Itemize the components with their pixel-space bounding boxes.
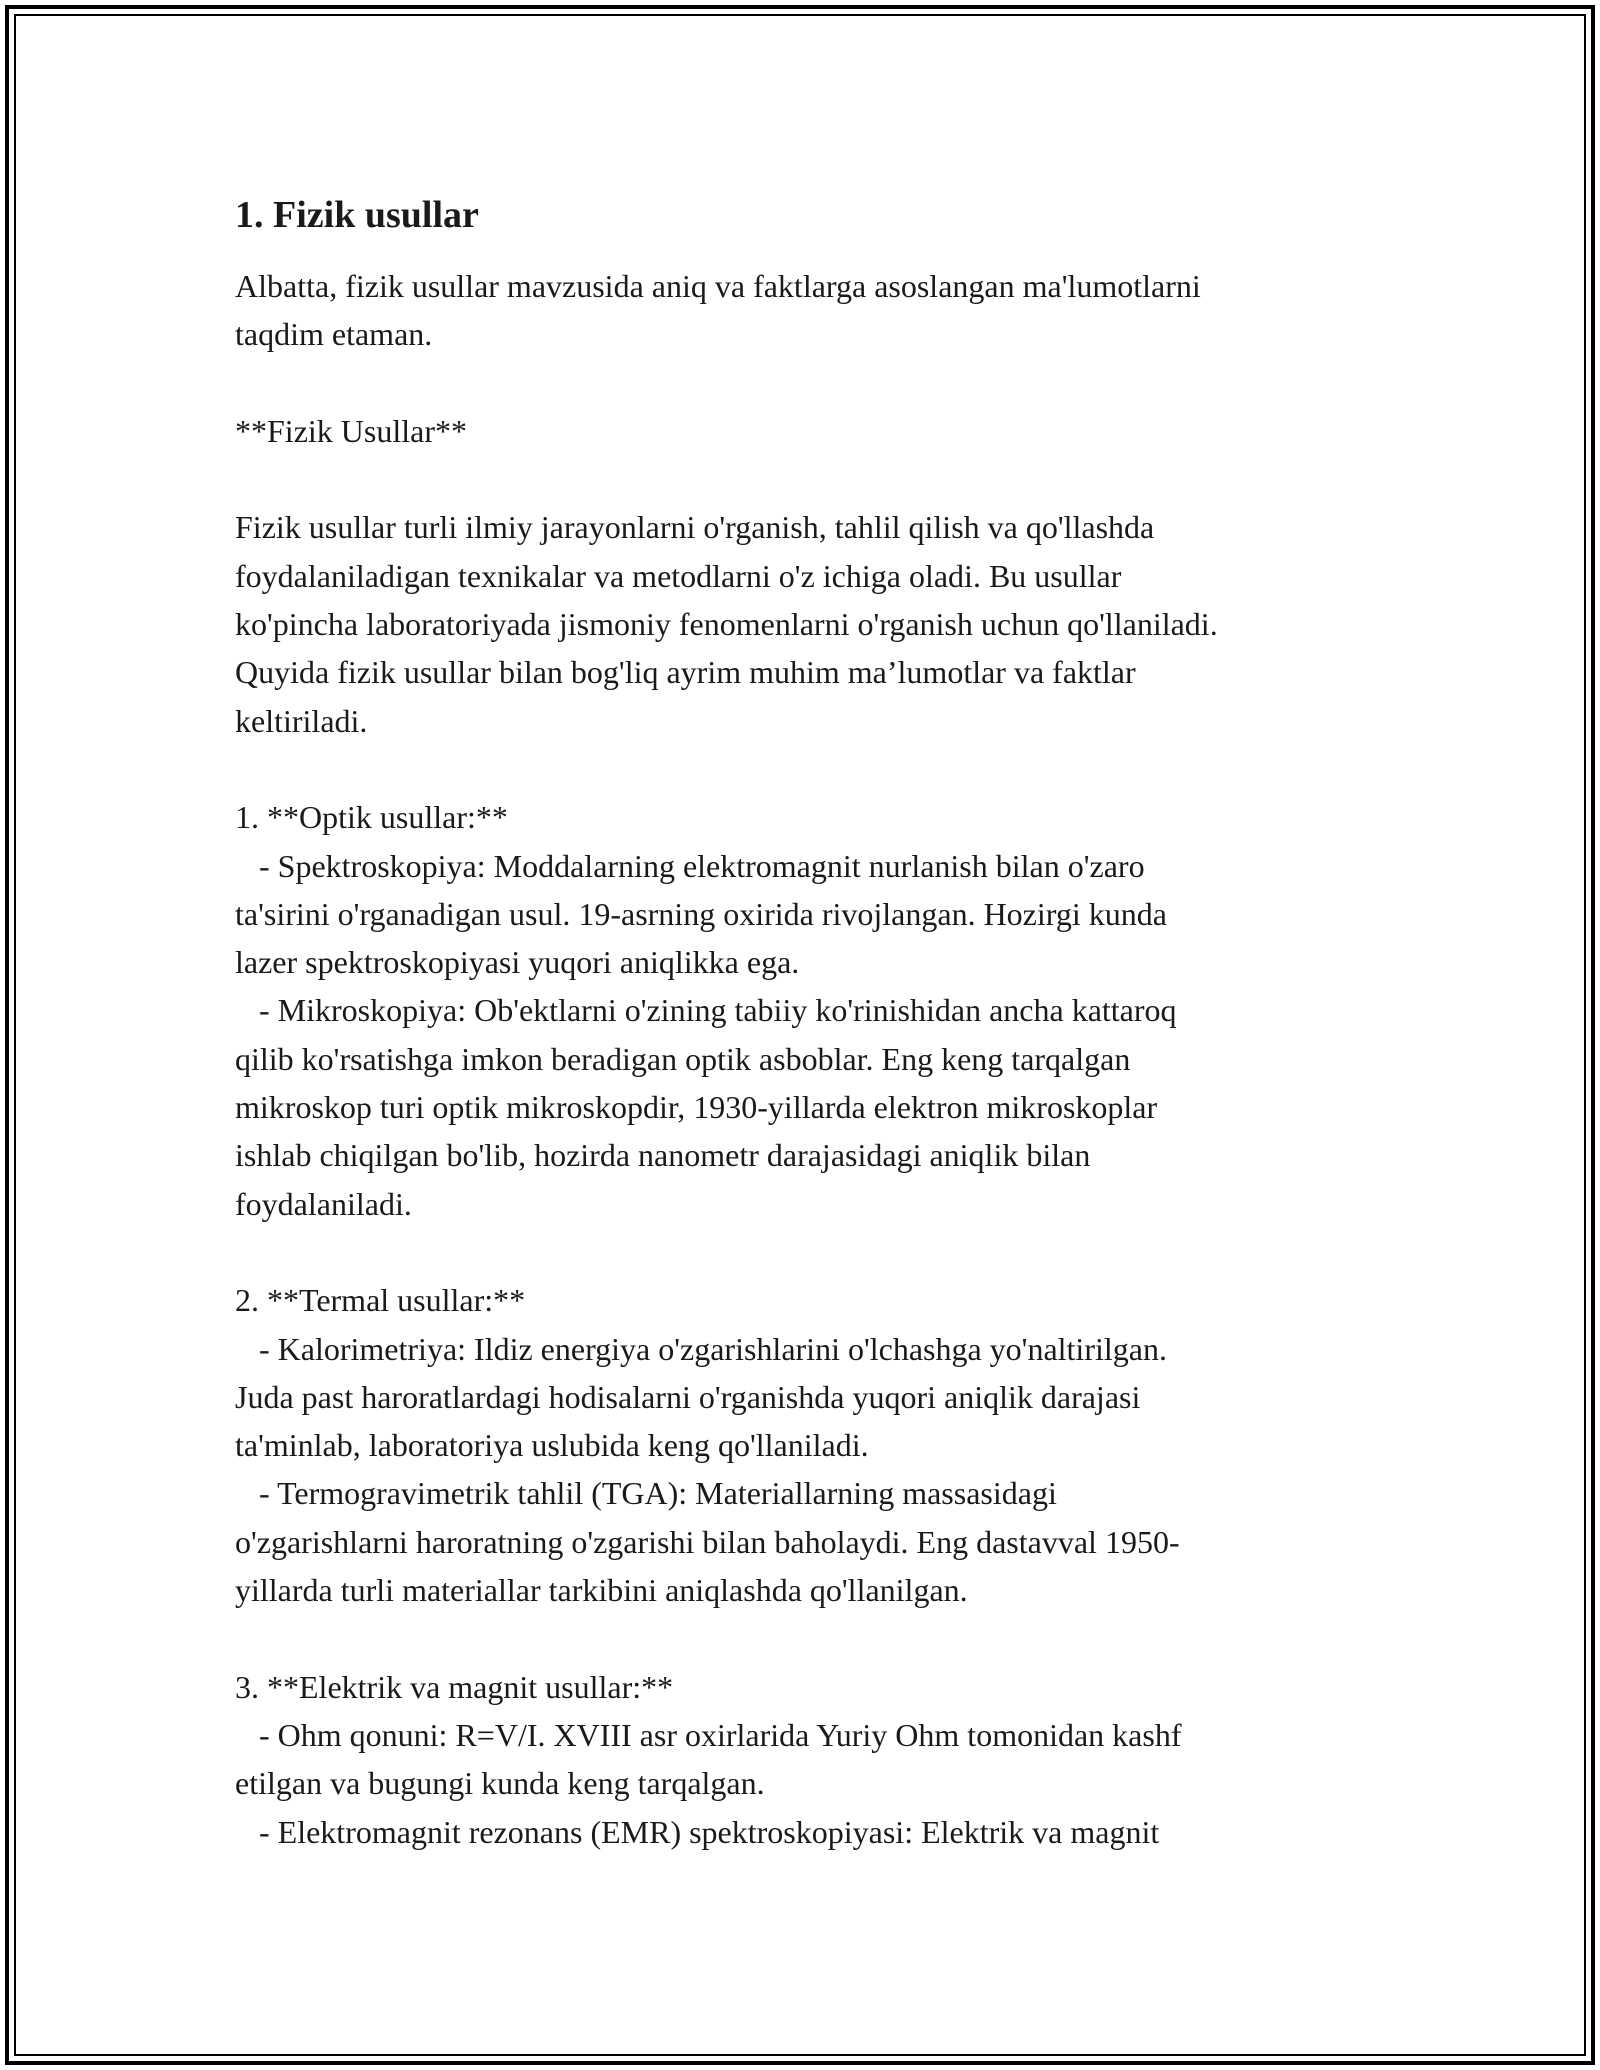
text-line: foydalaniladi. (235, 1185, 412, 1222)
text-line: - Ohm qonuni: R=V/I. XVIII asr oxirlarida Yuriy Ohm tomonidan kashf (235, 1716, 1182, 1753)
text-line: foydalaniladigan texnikalar va metodlarni o'z ichiga oladi. Bu usullar (235, 557, 1122, 594)
text-line: Fizik usullar turli ilmiy jarayonlarni o'rganish, tahlil qilish va qo'llashda (235, 509, 1155, 546)
blank-line (235, 1228, 1415, 1276)
text-line: qilib ko'rsatishga imkon beradigan optik asboblar. Eng keng tarqalgan (235, 1040, 1131, 1077)
blank-line (235, 1614, 1415, 1662)
text-line: - Kalorimetriya: Ildiz energiya o'zgarishlarini o'lchashga yo'naltirilgan. (235, 1330, 1167, 1367)
blank-line (235, 359, 1415, 407)
document-title: 1. Fizik usullar (235, 194, 479, 236)
text-line: Quyida fizik usullar bilan bog'liq ayrim muhim ma’lumotlar va faktlar (235, 654, 1136, 691)
text-line: yillarda turli materiallar tarkibini aniqlashda qo'llanilgan. (235, 1572, 968, 1609)
text-line: - Termogravimetrik tahlil (TGA): Materiallarning massasidagi (235, 1475, 1057, 1512)
text-line: taqdim etaman. (235, 316, 433, 353)
text-line: - Elektromagnit rezonans (EMR) spektroskopiyasi: Elektrik va magnit (235, 1813, 1160, 1850)
text-line: ko'pincha laboratoriyada jismoniy fenomenlarni o'rganish uchun qo'llaniladi. (235, 606, 1218, 643)
document-text (235, 262, 1415, 1856)
text-line: keltiriladi. (235, 702, 368, 739)
text-line: lazer spektroskopiyasi yuqori aniqlikka ega. (235, 944, 800, 981)
text-line: Albatta, fizik usullar mavzusida aniq va faktlarga asoslangan ma'lumotlarni (235, 268, 1201, 304)
text-line: 2. **Termal usullar:** (235, 1282, 526, 1319)
text-line: ta'minlab, laboratoriya uslubida keng qo'llaniladi. (235, 1427, 869, 1464)
text-line: mikroskop turi optik mikroskopdir, 1930-yillarda elektron mikroskoplar (235, 1089, 1158, 1126)
text-line: **Fizik Usullar** (235, 412, 467, 449)
blank-line (235, 455, 1415, 503)
blank-line (235, 745, 1415, 793)
text-line: o'zgarishlarni haroratning o'zgarishi bilan baholaydi. Eng dastavval 1950- (235, 1523, 1180, 1560)
text-line: 1. **Optik usullar:** (235, 799, 508, 836)
text-line: ishlab chiqilgan bo'lib, hozirda nanometr darajasidagi aniqlik bilan (235, 1137, 1091, 1174)
text-line: - Spektroskopiya: Moddalarning elektromagnit nurlanish bilan o'zaro (235, 847, 1145, 884)
text-line: ta'sirini o'rganadigan usul. 19-asrning oxirida rivojlangan. Hozirgi kunda (235, 895, 1167, 932)
document-body (235, 180, 1415, 1856)
text-line: 3. **Elektrik va magnit usullar:** (235, 1668, 674, 1705)
text-line: - Mikroskopiya: Ob'ektlarni o'zining tabiiy ko'rinishidan ancha kattaroq (235, 992, 1177, 1029)
text-line: Juda past haroratlardagi hodisalarni o'rganishda yuqori aniqlik darajasi (235, 1378, 1141, 1415)
text-line: etilgan va bugungi kunda keng tarqalgan. (235, 1765, 765, 1802)
